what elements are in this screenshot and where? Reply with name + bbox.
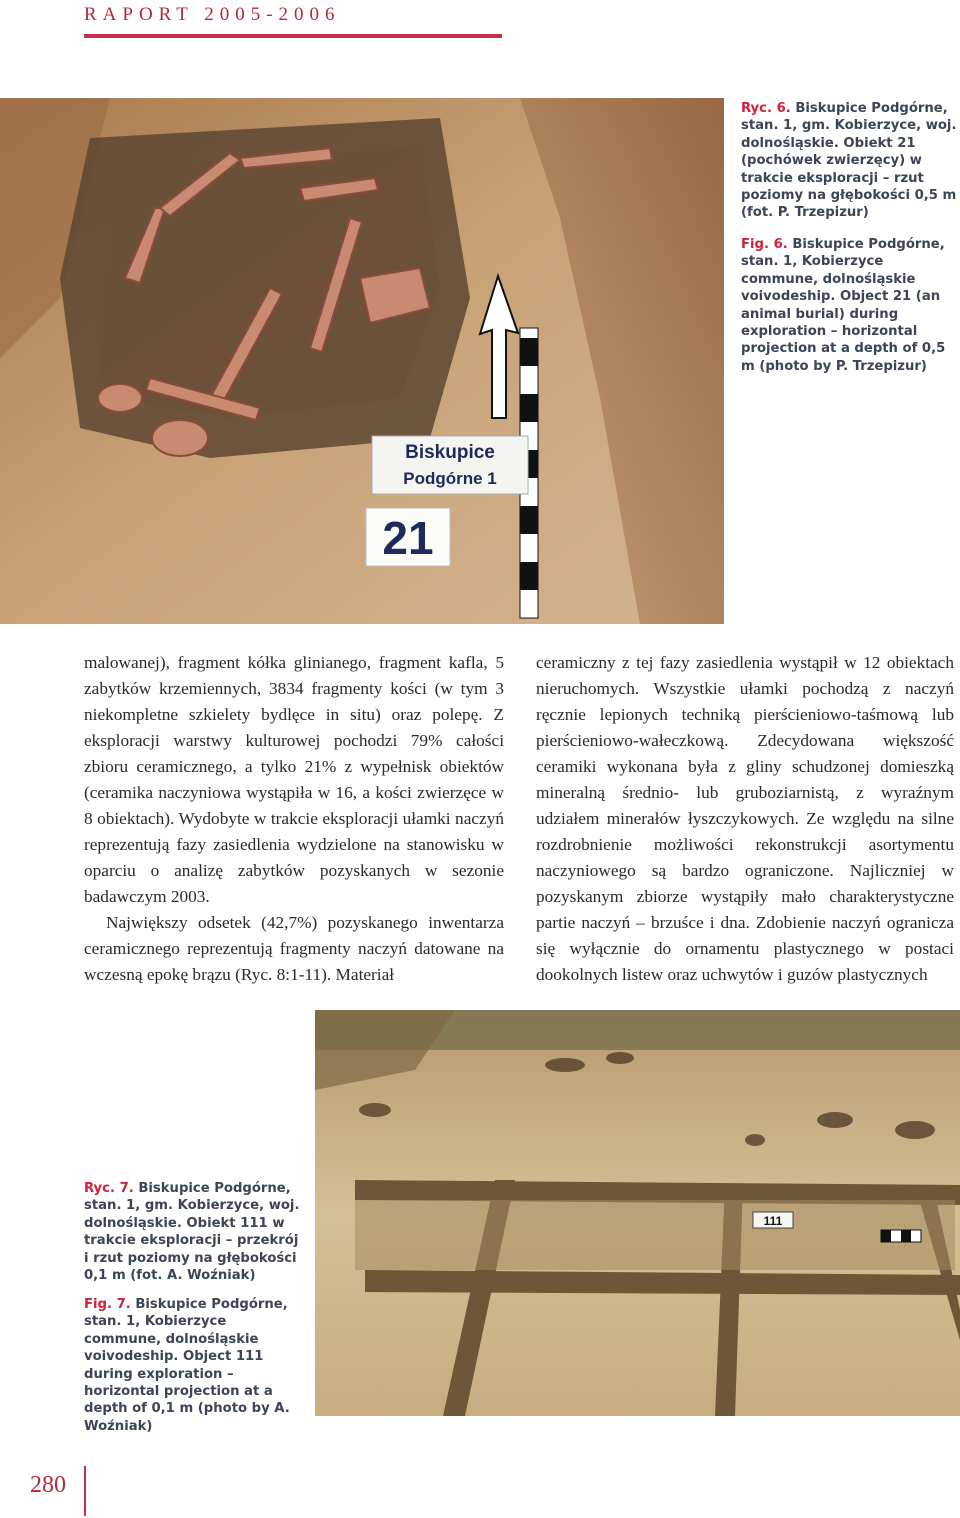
- caption-text: Biskupice Podgórne, stan. 1, gm. Kobierzyce, woj. dolnośląskie. Obiekt 111 w trakcie eksploracji – przekrój i rzut poziomy na głębokości 0,1 m (fot. A. Woźniak): [84, 1181, 300, 1284]
- text-column-right: [536, 650, 954, 988]
- sign-line2: Podgórne 1: [403, 469, 497, 488]
- paragraph: ceramiczny z tej fazy zasiedlenia wystąpił w 12 obiektach nieruchomych. Wszystkie ułamki pochodzą z naczyń ręcznie lepionych techniką pierścieniowo-taśmową lub pierścieniowo-wałeczkową. Zdecydowana większość ceramiki wykonana była z gliny schudzonej domieszką mineralną średnio- lub gruboziarnistą, z wyraźnym udziałem minerałów łyszczykowych. Ze względu na silne rozdrobnienie możliwości rekonstrukcji asortymentu naczyniowego są bardzo ograniczone. Najliczniej w pozyskanym zbiorze wystąpiły mało charakterystyczne partie naczyń – brzuśce i dna. Zdobienie naczyń ogranicza się wyłącznie do ornamentu plastycznego w postaci dookolnych listew oraz uchwytów i guzów plastycznych: [536, 653, 954, 984]
- page-number: 280: [30, 1472, 66, 1498]
- excavation-photo-object-111: [315, 1010, 960, 1416]
- caption-text: Biskupice Podgórne, stan. 1, Kobierzyce commune, dolnośląskie voivodeship. Object 21 (an animal burial) during exploration – horizontal projection at a depth of 0,5 m (photo by P. Trzepizur): [741, 237, 946, 374]
- caption-number: Fig. 6.: [741, 237, 788, 252]
- figure-7-caption-pl: [84, 1180, 306, 1284]
- caption-number: Ryc. 7.: [84, 1181, 134, 1196]
- paragraph: Największy odsetek (42,7%) pozyskanego inwentarza ceramicznego reprezentują fragmenty naczyń datowane na wczesną epokę brązu (Ryc. 8:1-11). Materiał: [84, 913, 504, 984]
- excavation-photo-animal-burial: [0, 98, 724, 624]
- figure-6-caption-pl: [741, 100, 960, 222]
- caption-number: Ryc. 6.: [741, 101, 791, 116]
- caption-text: Biskupice Podgórne, stan. 1, Kobierzyce commune, dolnośląskie voivodeship. Object 111 during exploration – horizontal projection at a depth of 0,1 m (photo by A. Woźniak): [84, 1297, 290, 1434]
- text-column-left: [84, 650, 504, 988]
- figure-7-caption-en: [84, 1296, 306, 1435]
- caption-text: Biskupice Podgórne, stan. 1, gm. Kobierzyce, woj. dolnośląskie. Obiekt 21 (pochówek zwierzęcy) w trakcie eksploracji – rzut poziomy na głębokości 0,5 m (fot. P. Trzepizur): [741, 101, 957, 221]
- object-number-sign: 111: [763, 1214, 783, 1228]
- figure-6-caption-en: [741, 236, 960, 375]
- header-rule: [84, 34, 502, 38]
- figure-6-photo: [0, 98, 724, 624]
- sign-line1: Biskupice: [405, 442, 495, 463]
- figure-7-photo: [315, 1010, 960, 1416]
- object-number-sign: 21: [382, 512, 434, 564]
- paragraph: malowanej), fragment kółka glinianego, fragment kafla, 5 zabytków krzemiennych, 3834 fragmenty kości (w tym 3 niekompletne szkielety bydlęce in situ) oraz polepę. Z eksploracji warstwy kulturowej pochodzi 79% całości zbioru ceramicznego, a tylko 21% z wypełnisk obiektów (ceramika naczyniowa wystąpiła w 16, a kości zwierzęce w 8 obiektach). Wydobyte w trakcie eksploracji ułamki naczyń reprezentują fazy zasiedlenia wydzielone na stanowisku w oparciu o analizę zabytków pozyskanych w sezonie badawczym 2003.: [84, 653, 504, 906]
- running-header: RAPORT 2005-2006: [84, 4, 341, 25]
- footer-rule: [84, 1466, 86, 1516]
- caption-number: Fig. 7.: [84, 1297, 131, 1312]
